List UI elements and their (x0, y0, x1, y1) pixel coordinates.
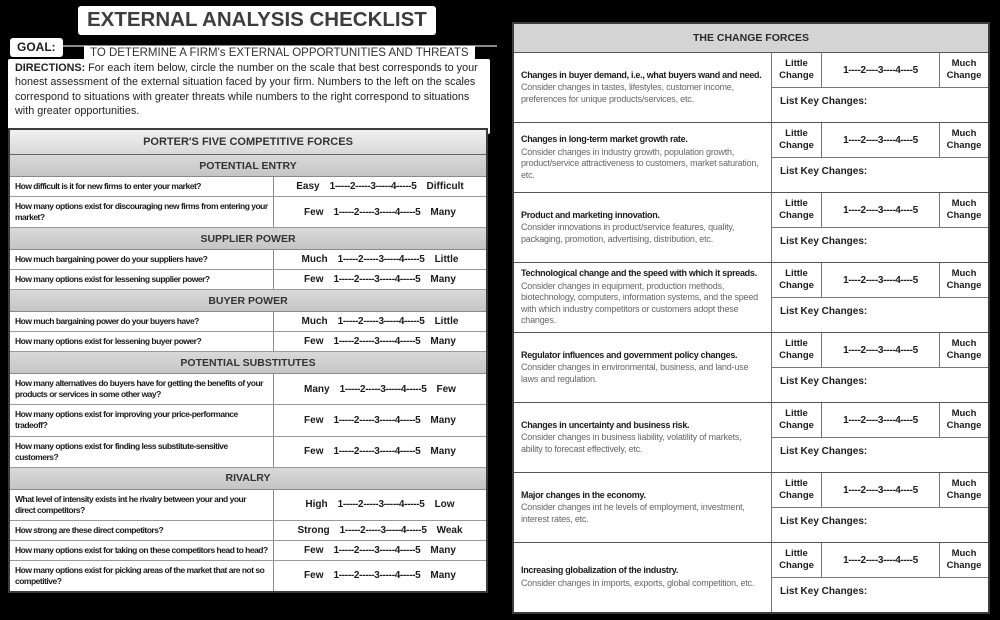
question-text: How much bargaining power do your suppliers have? (10, 250, 274, 269)
scale-ticks[interactable]: 1-----2-----3-----4-----5 (337, 316, 425, 328)
list-key-changes-field[interactable]: List Key Changes: (780, 306, 868, 317)
rating-scale (274, 405, 486, 435)
much-change-label: Much Change (940, 543, 988, 578)
question-text: What level of intensity exists int he rivalry between your and your direct competitors? (10, 490, 274, 520)
question-row (10, 561, 486, 591)
question-row (10, 374, 486, 405)
scale-ticks[interactable]: 1-----2-----3-----4-----5 (333, 544, 421, 556)
change-force-heading: Major changes in the economy. (521, 489, 646, 500)
question-row (10, 177, 486, 197)
goal-label: GOAL: (10, 38, 63, 57)
question-row (10, 405, 486, 436)
scale-ticks[interactable]: 1-----2-----3-----4-----5 (339, 383, 427, 395)
list-key-changes-field[interactable]: List Key Changes: (780, 166, 868, 177)
scale-left-anchor: Few (304, 274, 324, 286)
change-force-row (514, 403, 988, 473)
rating-scale-ticks[interactable]: 1----2----3----4----5 (822, 53, 940, 88)
page-title: EXTERNAL ANALYSIS CHECKLIST (78, 6, 436, 35)
change-force-detail: Consider changes in business liability, volatility of markets, ability to forecast effectively, etc. (521, 432, 742, 454)
much-change-label: Much Change (940, 53, 988, 88)
little-change-label: Little Change (772, 333, 822, 368)
list-key-changes-field[interactable]: List Key Changes: (780, 446, 868, 457)
question-text: How many options exist for taking on these competitors head to head? (10, 541, 274, 560)
scale-left-anchor: Much (301, 254, 328, 266)
change-force-detail: Consider changes in imports, exports, global competition, etc. (521, 578, 755, 589)
question-text: How much bargaining power do your buyers have? (10, 312, 274, 331)
much-change-label: Much Change (940, 333, 988, 368)
rating-scale (274, 332, 486, 351)
much-change-label: Much Change (940, 193, 988, 228)
scale-left-anchor: Few (304, 446, 324, 458)
question-text: How many options exist for lessening supplier power? (10, 270, 274, 289)
question-text: How many options exist for improving your price-performance tradeoff? (10, 405, 274, 435)
change-force-heading: Increasing globalization of the industry. (521, 565, 679, 576)
directions (8, 59, 490, 134)
change-table-body (514, 53, 988, 612)
change-force-heading: Changes in buyer demand, i.e., what buyers wand and need. (521, 69, 762, 80)
change-force-heading: Changes in uncertainty and business risk. (521, 419, 690, 430)
much-change-label: Much Change (940, 263, 988, 298)
rating-scale-ticks[interactable]: 1----2----3----4----5 (822, 473, 940, 508)
little-change-label: Little Change (772, 473, 822, 508)
question-text: How strong are these direct competitors? (10, 521, 274, 540)
change-force-heading: Product and marketing innovation. (521, 209, 660, 220)
scale-ticks[interactable]: 1-----2-----3-----4-----5 (333, 570, 421, 582)
porter-table-title: PORTER'S FIVE COMPETITIVE FORCES (10, 130, 486, 155)
rating-scale (274, 374, 486, 404)
change-force-description (514, 403, 772, 472)
rating-scale (274, 490, 486, 520)
question-text: How many options exist for finding less substitute-sensitive customers? (10, 437, 274, 467)
scale-ticks[interactable]: 1-----2-----3-----4-----5 (333, 336, 421, 348)
list-key-changes-field[interactable]: List Key Changes: (780, 376, 868, 387)
scale-ticks[interactable]: 1-----2-----3-----4-----5 (339, 524, 427, 536)
section-header-rivalry: RIVALRY (10, 468, 486, 490)
much-change-label: Much Change (940, 123, 988, 158)
little-change-label: Little Change (772, 403, 822, 438)
rating-scale (274, 521, 486, 540)
change-force-detail: Consider changes in environmental, business, and land-use laws and regulation. (521, 362, 749, 384)
question-row (10, 521, 486, 541)
question-row (10, 437, 486, 468)
scale-ticks[interactable]: 1-----2-----3-----4-----5 (329, 181, 417, 193)
little-change-label: Little Change (772, 123, 822, 158)
scale-right-anchor: Little (434, 316, 459, 328)
rating-scale-ticks[interactable]: 1----2----3----4----5 (822, 193, 940, 228)
rating-scale-ticks[interactable]: 1----2----3----4----5 (822, 543, 940, 578)
question-text: How many options exist for discouraging new firms from entering your market? (10, 197, 274, 227)
change-force-description (514, 123, 772, 192)
change-force-heading: Changes in long-term market growth rate. (521, 133, 688, 144)
rating-scale (274, 541, 486, 560)
section-header-potential-substitutes: POTENTIAL SUBSTITUTES (10, 352, 486, 374)
list-key-changes-field[interactable]: List Key Changes: (780, 236, 868, 247)
section-header-supplier-power: SUPPLIER POWER (10, 228, 486, 250)
rating-scale (274, 177, 486, 196)
scale-left-anchor: Strong (297, 524, 330, 536)
rating-scale (274, 561, 486, 591)
rating-scale-ticks[interactable]: 1----2----3----4----5 (822, 123, 940, 158)
scale-right-anchor: Many (430, 570, 456, 582)
left-column (8, 0, 490, 620)
scale-right-anchor: Many (430, 274, 456, 286)
scale-right-anchor: Weak (436, 524, 463, 536)
change-forces-table (512, 22, 990, 614)
change-force-row (514, 123, 988, 193)
rating-scale-ticks[interactable]: 1----2----3----4----5 (822, 333, 940, 368)
porter-table-body (10, 155, 486, 591)
scale-right-anchor: Many (430, 414, 456, 426)
scale-right-anchor: Little (434, 254, 459, 266)
change-force-row (514, 473, 988, 543)
scale-left-anchor: Many (304, 383, 330, 395)
change-force-detail: Consider changes int he levels of employment, investment, interest rates, etc. (521, 502, 745, 524)
scale-ticks[interactable]: 1-----2-----3-----4-----5 (337, 254, 425, 266)
scale-right-anchor: Few (436, 383, 456, 395)
question-row (10, 541, 486, 561)
change-force-row (514, 263, 988, 333)
scale-right-anchor: Difficult (426, 181, 464, 193)
question-row (10, 197, 486, 228)
scale-right-anchor: Low (434, 499, 455, 511)
rating-scale-ticks[interactable]: 1----2----3----4----5 (822, 403, 940, 438)
porter-five-forces-table (8, 128, 488, 593)
change-force-row (514, 333, 988, 403)
scale-right-anchor: Many (430, 336, 456, 348)
scale-left-anchor: High (305, 499, 328, 511)
question-text: How difficult is it for new firms to enter your market? (10, 177, 274, 196)
change-force-description (514, 53, 772, 122)
list-key-changes-field[interactable]: List Key Changes: (780, 516, 868, 527)
scale-right-anchor: Many (430, 544, 456, 556)
change-force-description (514, 473, 772, 542)
scale-ticks[interactable]: 1-----2-----3-----4-----5 (333, 274, 421, 286)
little-change-label: Little Change (772, 543, 822, 578)
scale-ticks[interactable]: 1-----2-----3-----4-----5 (333, 446, 421, 458)
change-force-detail: Consider changes in equipment, production methods, biotechnology, computers, information systems, and the speed with which industry competitors or customers adopt these changes. (521, 280, 758, 326)
change-table-title: THE CHANGE FORCES (514, 24, 988, 53)
scale-ticks[interactable]: 1-----2-----3-----4-----5 (333, 414, 421, 426)
scale-ticks[interactable]: 1-----2-----3-----4-----5 (337, 499, 425, 511)
change-force-description (514, 333, 772, 402)
scale-left-anchor: Few (304, 570, 324, 582)
much-change-label: Much Change (940, 403, 988, 438)
question-row (10, 250, 486, 270)
little-change-label: Little Change (772, 193, 822, 228)
question-row (10, 270, 486, 290)
change-force-heading: Regulator influences and government policy changes. (521, 349, 738, 360)
directions-label: DIRECTIONS: (15, 62, 86, 74)
rating-scale-ticks[interactable]: 1----2----3----4----5 (822, 263, 940, 298)
question-row (10, 312, 486, 332)
question-row (10, 332, 486, 352)
much-change-label: Much Change (940, 473, 988, 508)
change-force-row (514, 543, 988, 612)
rating-scale (274, 312, 486, 331)
change-force-row (514, 53, 988, 123)
rating-scale (274, 270, 486, 289)
scale-right-anchor: Many (430, 446, 456, 458)
scale-ticks[interactable]: 1-----2-----3-----4-----5 (333, 206, 421, 218)
scale-left-anchor: Much (301, 316, 328, 328)
section-header-potential-entry: POTENTIAL ENTRY (10, 155, 486, 177)
question-text: How many options exist for lessening buyer power? (10, 332, 274, 351)
directions-text: For each item below, circle the number on the scale that best corresponds to your honest assessment of the external situation faced by your firm. Numbers to the left on the scales correspond to situations with greater threats while numbers to the right correspond to situations with greater opportunities. (15, 62, 478, 117)
change-force-detail: Consider innovations in product/service features, quality, packaging, promotion, advertising, distribution, etc. (521, 222, 735, 244)
section-header-buyer-power: BUYER POWER (10, 290, 486, 312)
change-force-description (514, 263, 772, 332)
change-force-detail: Consider changes in tastes, lifestyles, customer income, preferences for unique products/services, etc. (521, 82, 734, 104)
scale-left-anchor: Easy (296, 181, 320, 193)
scale-left-anchor: Few (304, 336, 324, 348)
scale-left-anchor: Few (304, 414, 324, 426)
question-text: How many alternatives do buyers have for getting the benefits of your products or services in some other way? (10, 374, 274, 404)
question-row (10, 490, 486, 521)
change-force-row (514, 193, 988, 263)
change-force-heading: Technological change and the speed with which it spreads. (521, 268, 757, 279)
change-force-description (514, 193, 772, 262)
goal-text: TO DETERMINE A FIRM's EXTERNAL OPPORTUNITIES AND THREATS (84, 46, 475, 61)
scale-right-anchor: Many (430, 206, 456, 218)
change-force-detail: Consider changes in industry growth, population growth, product/service attractiveness to customers, market saturation, etc. (521, 146, 759, 180)
list-key-changes-field[interactable]: List Key Changes: (780, 586, 868, 597)
little-change-label: Little Change (772, 53, 822, 88)
question-text: How many options exist for picking areas of the market that are not so competitive? (10, 561, 274, 591)
scale-left-anchor: Few (304, 206, 324, 218)
rating-scale (274, 250, 486, 269)
list-key-changes-field[interactable]: List Key Changes: (780, 96, 868, 107)
change-force-description (514, 543, 772, 612)
rating-scale (274, 437, 486, 467)
rating-scale (274, 197, 486, 227)
scale-left-anchor: Few (304, 544, 324, 556)
little-change-label: Little Change (772, 263, 822, 298)
